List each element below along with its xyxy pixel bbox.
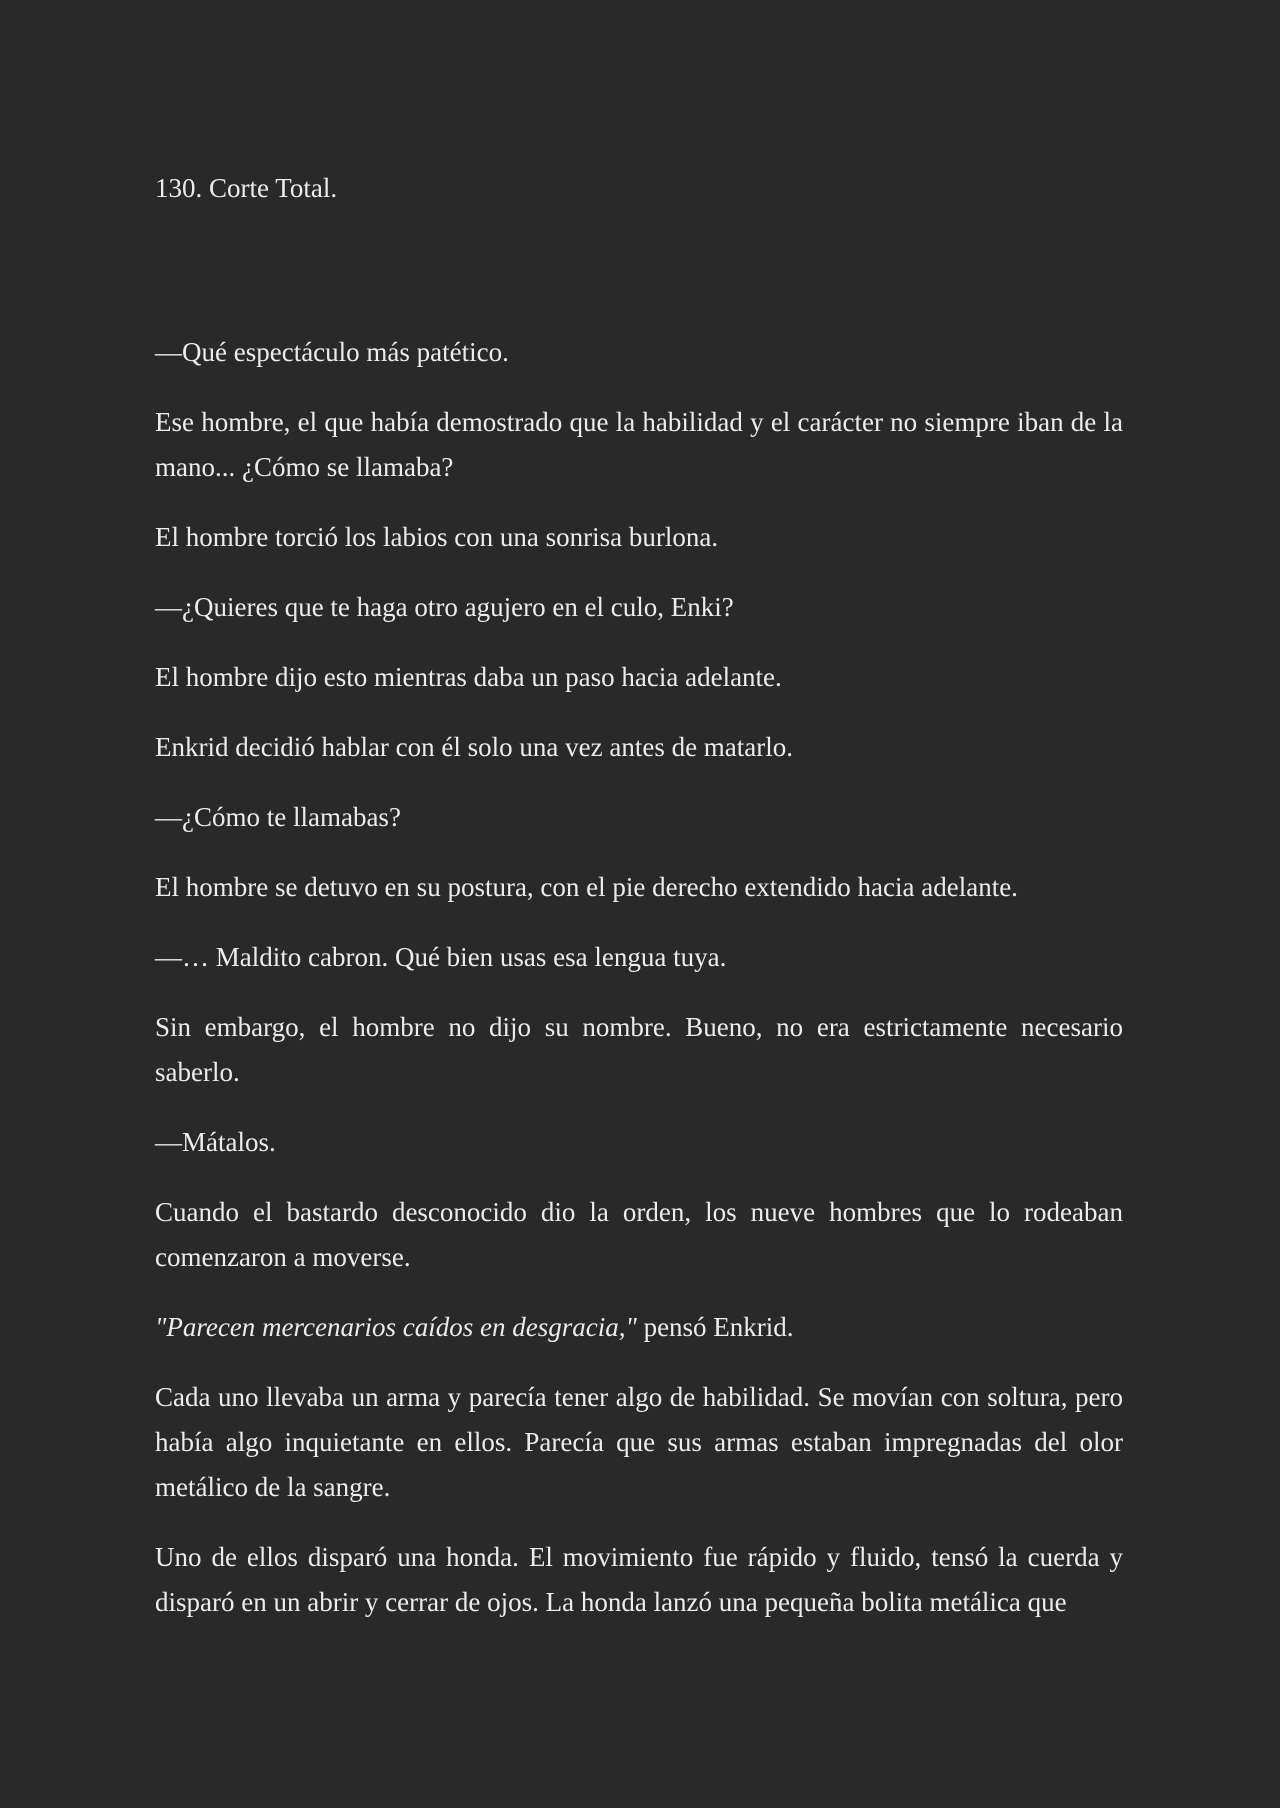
paragraph: Cuando el bastardo desconocido dio la orden, los nueve hombres que lo rodeaban comenzaron a moverse. [155,1197,1123,1272]
paragraph: —¿Cómo te llamabas? [155,802,401,832]
thought-attribution: pensó Enkrid. [636,1312,794,1342]
paragraph: Enkrid decidió hablar con él solo una vez antes de matarlo. [155,732,794,762]
chapter-body [155,330,1123,1625]
paragraph: El hombre dijo esto mientras daba un paso hacia adelante. [155,662,782,692]
paragraph-thought [155,1305,1123,1350]
paragraph: —¿Quieres que te haga otro agujero en el culo, Enki? [155,592,734,622]
paragraph: Ese hombre, el que había demostrado que la habilidad y el carácter no siempre iban de la mano... ¿Cómo se llamaba? [155,407,1123,482]
chapter-title: 130. Corte Total. [155,173,338,203]
paragraph: —Qué espectáculo más patético. [155,337,509,367]
chapter-page [155,170,1123,1625]
italic-thought: "Parecen mercenarios caídos en desgracia," [155,1312,637,1342]
paragraph: El hombre se detuvo en su postura, con el pie derecho extendido hacia adelante. [155,872,1018,902]
paragraph: —… Maldito cabron. Qué bien usas esa lengua tuya. [155,942,727,972]
paragraph: Sin embargo, el hombre no dijo su nombre. Bueno, no era estrictamente necesario saberlo. [155,1012,1123,1087]
paragraph: Cada uno llevaba un arma y parecía tener algo de habilidad. Se movían con soltura, pero había algo inquietante en ellos. Parecía que sus armas estaban impregnadas del olor metálico de la sangre. [155,1382,1123,1502]
paragraph: El hombre torció los labios con una sonrisa burlona. [155,522,719,552]
paragraph: Uno de ellos disparó una honda. El movimiento fue rápido y fluido, tensó la cuerda y disparó en un abrir y cerrar de ojos. La honda lanzó una pequeña bolita metálica que [155,1542,1123,1617]
paragraph: —Mátalos. [155,1127,276,1157]
